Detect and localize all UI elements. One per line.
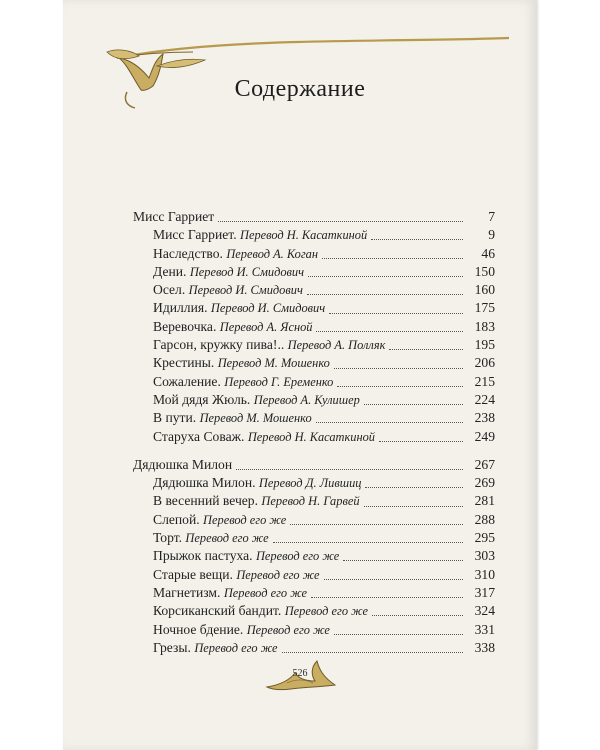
item-title: Дядюшка Милон. [153,475,256,491]
toc-item[interactable] [133,318,495,336]
page-number: 206 [474,355,495,371]
toc-item[interactable] [133,529,495,547]
toc-item[interactable] [133,511,495,529]
toc-item[interactable] [133,336,495,354]
page-title: Содержание [234,76,366,102]
page-number: 215 [474,373,495,389]
translator: Перевод его же [246,622,330,637]
translator: Перевод его же [255,549,340,564]
leader-dots [329,312,463,314]
toc-item[interactable] [133,474,495,492]
toc-item[interactable] [133,584,495,602]
translator: Перевод А. Коган [226,246,318,261]
toc-item[interactable] [133,281,495,299]
leader-dots [311,596,463,598]
page-number: 195 [474,337,495,353]
item-title: Мисс Гарриет. [153,227,237,243]
page-number: 249 [474,428,495,444]
translator: Перевод И. Смидович [188,283,303,298]
leader-dots [334,633,463,635]
leader-dots [364,505,463,507]
translator: Перевод Н. Гарвей [261,494,360,509]
leader-dots [364,403,463,405]
leader-dots [372,614,463,616]
translator: Перевод его же [284,604,368,619]
item-title: Крестины. [153,355,215,371]
toc-section[interactable] [133,208,495,226]
translator: Перевод Н. Касаткиной [247,429,376,444]
page-number: 324 [474,603,495,619]
section-title: Дядюшка Милон [133,456,233,472]
item-title: Наследство. [153,245,223,261]
translator: Перевод И. Смидович [189,264,305,279]
translator: Перевод его же [236,567,320,582]
page-number: 295 [474,530,495,546]
toc-item[interactable] [133,492,495,510]
toc-section[interactable] [133,456,495,474]
translator: Перевод М. Мошенко [199,411,312,426]
leader-dots [389,348,463,350]
translator: Перевод А. Ясной [219,319,313,334]
page-number: 338 [474,639,495,655]
item-title: Веревочка. [153,318,217,334]
leader-dots [282,651,463,653]
page-number: 9 [488,227,495,243]
toc-item[interactable] [133,354,495,372]
translator: Перевод его же [203,512,287,527]
item-title: Ночное бдение. [153,621,244,637]
leader-dots [343,559,463,561]
item-title: Дени. [153,263,187,279]
leader-dots [273,541,463,543]
leader-dots [290,523,463,525]
item-title: В весенний вечер. [153,493,259,509]
toc-item[interactable] [133,547,495,565]
book-page [63,0,537,750]
item-title: Сожаление. [153,373,221,389]
item-title: Прыжок пастуха. [153,548,253,564]
page-number: 238 [474,410,495,426]
item-title: Мой дядя Жюль. [153,391,251,407]
leader-dots [365,486,463,488]
item-title: Старые вещи. [153,566,233,582]
leader-dots [236,468,463,470]
page-number: 150 [474,263,495,279]
leader-dots [316,330,463,332]
table-of-contents [133,208,495,657]
translator: Перевод его же [194,640,278,655]
page-number: 267 [474,456,495,472]
translator: Перевод Н. Касаткиной [240,228,368,243]
translator: Перевод А. Кулишер [253,392,360,407]
page-number: 46 [481,245,495,261]
leader-dots [379,440,463,442]
toc-item[interactable] [133,263,495,281]
toc-item[interactable] [133,299,495,317]
leader-dots [218,220,463,222]
leader-dots [322,257,463,259]
toc-item[interactable] [133,226,495,244]
page-number: 183 [474,318,495,334]
item-title: Старуха Соваж. [153,428,245,444]
page-number: 303 [474,548,495,564]
section-title: Мисс Гарриет [133,209,215,224]
toc-item[interactable] [133,409,495,427]
item-title: Идиллия. [153,300,208,316]
toc-item[interactable] [133,245,495,263]
page-number: 281 [474,493,495,509]
leader-dots [308,275,463,277]
leader-dots [316,421,463,423]
translator: Перевод его же [185,531,269,546]
item-title: Грезы. [153,639,191,655]
page-folio-number: 526 [292,668,308,679]
page-number: 175 [474,300,495,316]
page-number: 310 [474,566,495,582]
toc-item[interactable] [133,639,495,657]
leader-dots [324,578,463,580]
translator: Перевод И. Смидович [210,301,326,316]
toc-item[interactable] [133,566,495,584]
leader-dots [334,367,463,369]
toc-item[interactable] [133,602,495,620]
item-title: Гарсон, кружку пива!.. [153,337,285,353]
item-title: Торт. [153,530,183,546]
toc-item[interactable] [133,391,495,409]
page-number: 288 [474,511,495,527]
toc-item[interactable] [133,373,495,391]
page-number: 317 [474,584,495,600]
item-title: Осел. [153,282,186,298]
translator: Перевод его же [223,585,308,600]
translator: Перевод Д. Лившиц [258,476,362,491]
page-number: 224 [474,391,495,407]
item-title: Корсиканский бандит. [153,603,282,619]
page-number: 331 [474,621,495,637]
translator: Перевод М. Мошенко [217,356,330,371]
toc-item[interactable] [133,621,495,639]
leader-dots [307,293,463,295]
item-title: Магнетизм. [153,584,221,600]
translator: Перевод Г. Еременко [224,374,334,389]
leader-dots [337,385,463,387]
translator: Перевод А. Полляк [287,338,386,353]
page-number: 7 [488,209,495,224]
toc-item[interactable] [133,428,495,446]
item-title: Слепой. [153,511,200,527]
item-title: В пути. [153,410,197,426]
leader-dots [371,238,463,240]
page-number: 160 [474,282,495,298]
page-number: 269 [474,475,495,491]
